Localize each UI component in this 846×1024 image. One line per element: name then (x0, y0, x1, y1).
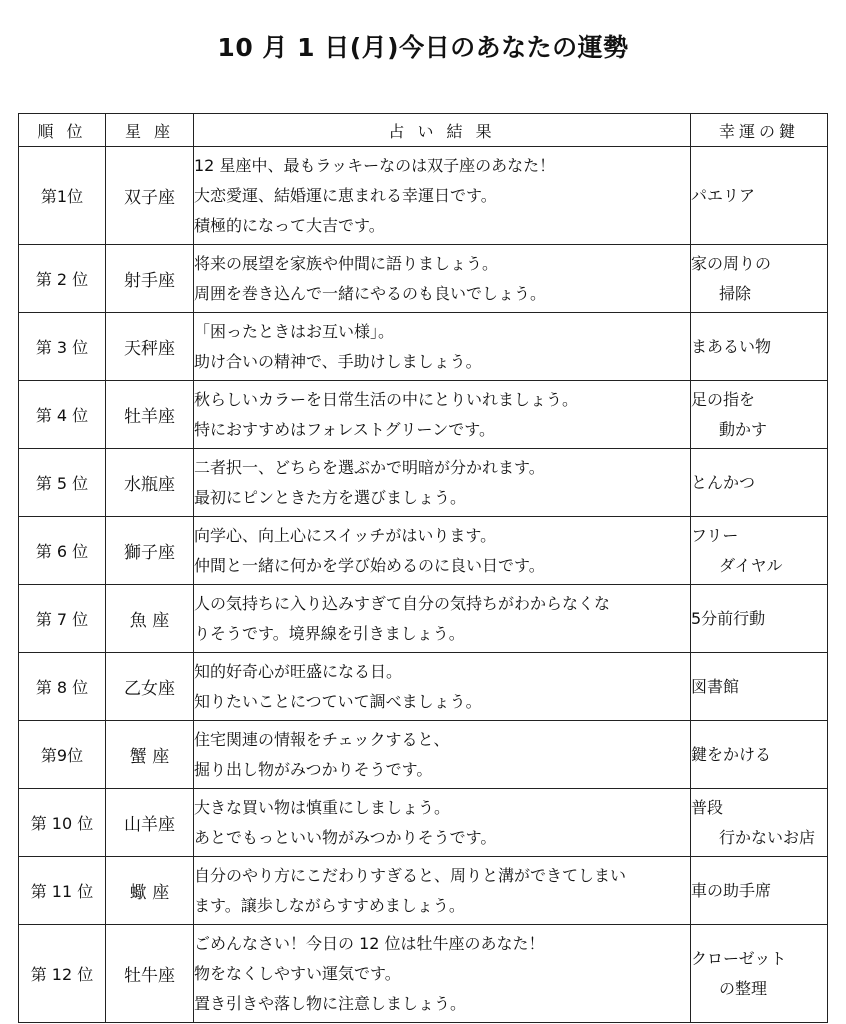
result-line: 秋らしいカラーを日常生活の中にとりいれましょう。 (194, 389, 579, 409)
lucky-key-line: とんかつ (691, 472, 756, 492)
lucky-key-line: 家の周りの (691, 253, 772, 273)
result-line: 12 星座中、最もラッキーなのは双子座のあなた！ (194, 155, 556, 175)
lucky-key-cell (691, 449, 828, 517)
sign-cell: 射手座 (106, 245, 194, 313)
result-cell (194, 517, 691, 585)
lucky-key-line: まあるい物 (691, 336, 772, 356)
result-line: 将来の展望を家族や仲間に語りましょう。 (194, 253, 499, 273)
sign-cell: 牡牛座 (106, 925, 194, 1023)
sign-cell: 蠍 座 (106, 857, 194, 925)
rank-cell: 第 3 位 (19, 313, 106, 381)
page-title: 10 月 1 日(月)今日のあなたの運勢 (217, 33, 629, 62)
lucky-key-line: 足の指を (691, 389, 756, 409)
result-line: 人の気持ちに入り込みすぎて自分の気持ちがわからなくな (194, 593, 611, 613)
table-row (19, 857, 828, 925)
lucky-key-cell (691, 857, 828, 925)
header-rank: 順 位 (19, 114, 106, 147)
result-line: 助け合いの精神で、手助けしましょう。 (194, 351, 482, 371)
result-line: 「困ったときはお互い様」。 (194, 321, 395, 341)
rank-cell: 第 2 位 (19, 245, 106, 313)
result-line: 知りたいことにつていて調べましょう。 (194, 691, 482, 711)
table-row (19, 313, 828, 381)
rank-cell: 第 4 位 (19, 381, 106, 449)
result-cell (194, 313, 691, 381)
result-line: ます。譲歩しながらすすめましょう。 (194, 895, 465, 915)
result-line: 物をなくしやすい運気です。 (194, 963, 401, 983)
result-line: 大きな買い物は慎重にしましょう。 (194, 797, 451, 817)
table-row (19, 653, 828, 721)
lucky-key-cell (691, 517, 828, 585)
lucky-key-cell (691, 381, 828, 449)
result-cell (194, 925, 691, 1023)
result-line: 二者択一、どちらを選ぶかで明暗が分かれます。 (194, 457, 545, 477)
table-row (19, 381, 828, 449)
result-line: 積極的になって大吉です。 (194, 215, 385, 235)
table-row (19, 245, 828, 313)
table-row (19, 147, 828, 245)
sign-cell: 山羊座 (106, 789, 194, 857)
result-line: 特におすすめはフォレストグリーンです。 (194, 419, 495, 439)
lucky-key-line: パエリア (691, 185, 756, 205)
lucky-key-line: 動かす (719, 419, 768, 439)
result-cell (194, 381, 691, 449)
rank-cell: 第9位 (19, 721, 106, 789)
lucky-key-line: クローゼット (691, 948, 787, 968)
result-cell (194, 449, 691, 517)
lucky-key-line: 掃除 (719, 283, 752, 303)
table-header-row (19, 114, 828, 147)
rank-cell: 第1位 (19, 147, 106, 245)
rank-cell: 第 10 位 (19, 789, 106, 857)
result-cell (194, 585, 691, 653)
sign-cell: 獅子座 (106, 517, 194, 585)
sign-cell: 蟹 座 (106, 721, 194, 789)
lucky-key-line: 5分前行動 (691, 608, 766, 628)
result-cell (194, 245, 691, 313)
fortune-table (18, 113, 828, 1023)
table-row (19, 449, 828, 517)
table-row (19, 517, 828, 585)
lucky-key-line: の整理 (719, 978, 768, 998)
table-row (19, 721, 828, 789)
lucky-key-line: 普段 (691, 797, 724, 817)
rank-cell: 第 11 位 (19, 857, 106, 925)
rank-cell: 第 7 位 (19, 585, 106, 653)
table-row (19, 585, 828, 653)
result-line: 仲間と一緒に何かを学び始めるのに良い日です。 (194, 555, 545, 575)
header-key: 幸運の鍵 (691, 114, 828, 147)
lucky-key-line: 図書館 (691, 676, 740, 696)
lucky-key-cell (691, 721, 828, 789)
lucky-key-line: フリー (691, 525, 739, 545)
lucky-key-cell (691, 925, 828, 1023)
result-cell (194, 653, 691, 721)
result-line: ごめんなさい！今日の 12 位は牡牛座のあなた！ (194, 933, 545, 953)
result-line: 掘り出し物がみつかりそうです。 (194, 759, 433, 779)
result-line: 自分のやり方にこだわりすぎると、周りと溝ができてしまい (194, 865, 627, 885)
lucky-key-cell (691, 789, 828, 857)
lucky-key-line: ダイヤル (719, 555, 783, 575)
result-line: りそうです。境界線を引きましょう。 (194, 623, 465, 643)
result-line: 向学心、向上心にスイッチがはいります。 (194, 525, 497, 545)
sign-cell: 乙女座 (106, 653, 194, 721)
sign-cell: 双子座 (106, 147, 194, 245)
result-line: あとでもっといい物がみつかりそうです。 (194, 827, 497, 847)
table-row (19, 789, 828, 857)
result-cell (194, 721, 691, 789)
lucky-key-cell (691, 245, 828, 313)
result-line: 置き引きや落し物に注意しましょう。 (194, 993, 467, 1013)
result-line: 知的好奇心が旺盛になる日。 (194, 661, 403, 681)
sign-cell: 魚 座 (106, 585, 194, 653)
lucky-key-cell (691, 147, 828, 245)
rank-cell: 第 6 位 (19, 517, 106, 585)
result-cell (194, 147, 691, 245)
result-cell (194, 789, 691, 857)
lucky-key-cell (691, 653, 828, 721)
table-row (19, 925, 828, 1023)
result-line: 大恋愛運、結婚運に恵まれる幸運日です。 (194, 185, 497, 205)
lucky-key-line: 行かないお店 (719, 827, 816, 847)
lucky-key-line: 鍵をかける (691, 744, 772, 764)
lucky-key-line: 車の助手席 (691, 880, 772, 900)
result-line: 最初にピンときた方を選びましょう。 (194, 487, 467, 507)
header-sign: 星 座 (106, 114, 194, 147)
rank-cell: 第 12 位 (19, 925, 106, 1023)
lucky-key-cell (691, 313, 828, 381)
rank-cell: 第 8 位 (19, 653, 106, 721)
result-line: 周囲を巻き込んで一緒にやるのも良いでしょう。 (194, 283, 547, 303)
sign-cell: 水瓶座 (106, 449, 194, 517)
lucky-key-cell (691, 585, 828, 653)
sign-cell: 牡羊座 (106, 381, 194, 449)
result-line: 住宅関連の情報をチェックすると、 (194, 729, 450, 749)
rank-cell: 第 5 位 (19, 449, 106, 517)
result-cell (194, 857, 691, 925)
sign-cell: 天秤座 (106, 313, 194, 381)
header-result: 占 い 結 果 (194, 114, 691, 147)
